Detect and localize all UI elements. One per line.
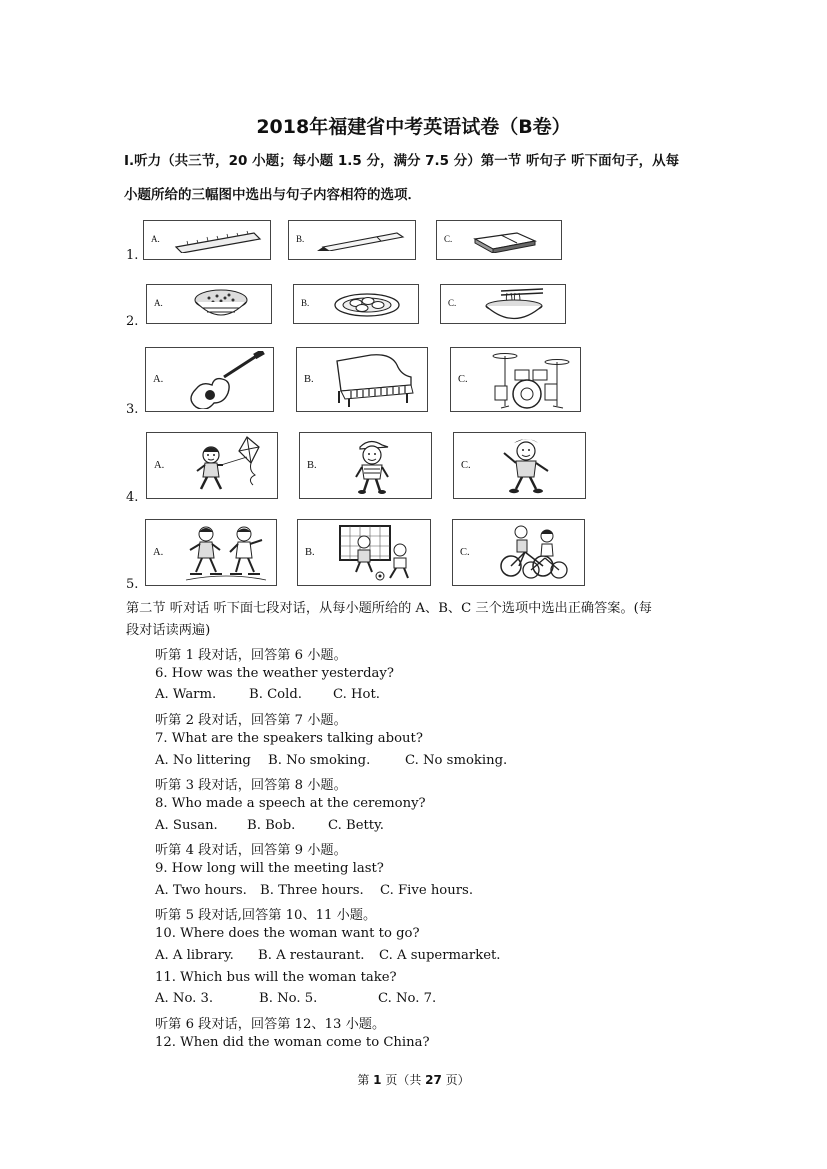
boy-waving-icon: [494, 435, 560, 495]
section1-intro-line2: 小题所给的三幅图中选出与句子内容相符的选项．: [124, 187, 421, 203]
skating-kids-icon: [182, 522, 270, 582]
page-number: 1: [373, 1073, 382, 1087]
section2-header-line2: 段对话读两遍): [126, 623, 211, 638]
question-text: 9. How long will the meeting last?: [155, 861, 384, 876]
listening-instruction: 听第 6 段对话，回答第 12、13 小题。: [155, 1016, 386, 1032]
drums-icon: [487, 350, 575, 410]
q4-option-c[interactable]: [453, 432, 586, 499]
option-letter: A.: [154, 460, 165, 471]
soccer-kids-icon: [334, 522, 424, 582]
page-title: 2018年福建省中考英语试卷（B卷）: [256, 116, 571, 138]
answer-option-c[interactable]: C. No. 7.: [378, 991, 437, 1007]
question-number: 5.: [126, 577, 139, 592]
answer-option-c[interactable]: C. A supermarket.: [379, 947, 501, 963]
answer-option-b[interactable]: B. No. 5.: [259, 991, 318, 1007]
question-number: 2.: [126, 314, 139, 329]
answer-option-c[interactable]: C. Hot.: [333, 687, 380, 703]
answer-option-a[interactable]: A. No littering: [155, 752, 251, 768]
option-letter: B.: [296, 234, 305, 244]
option-letter: C.: [444, 234, 453, 244]
q1-option-a[interactable]: [143, 220, 271, 260]
answer-option-c[interactable]: C. No smoking.: [405, 752, 508, 768]
listening-instruction: 听第 4 段对话，回答第 9 小题。: [155, 843, 347, 859]
question-text: 8. Who made a speech at the ceremony?: [155, 795, 426, 811]
q5-option-b[interactable]: [297, 519, 431, 586]
q5-option-a[interactable]: [145, 519, 277, 586]
option-letter: B.: [304, 374, 314, 385]
option-letter: C.: [461, 460, 471, 471]
section2-header-line1: 第二节 听对话 听下面七段对话，从每小题所给的 A、B、C 三个选项中选出正确答案。(每: [126, 601, 652, 616]
q1-option-c[interactable]: [436, 220, 562, 260]
listening-instruction: 听第 5 段对话,回答第 10、11 小题。: [155, 908, 377, 924]
q3-option-c[interactable]: [450, 347, 581, 412]
boy-cap-icon: [346, 435, 396, 495]
ruler-icon: [172, 227, 264, 253]
option-letter: C.: [458, 374, 468, 385]
answer-option-a[interactable]: A. A library.: [155, 947, 234, 963]
option-letter: A.: [153, 547, 164, 558]
answer-option-b[interactable]: B. No smoking.: [268, 752, 371, 768]
q3-option-b[interactable]: [296, 347, 428, 412]
q4-option-a[interactable]: [146, 432, 278, 499]
q2-option-b[interactable]: [293, 284, 419, 324]
pen-icon: [317, 229, 409, 251]
option-letter: B.: [307, 460, 317, 471]
option-letter: C.: [460, 547, 470, 558]
cycling-kids-icon: [497, 522, 573, 582]
question-text: 7. What are the speakers talking about?: [155, 730, 423, 746]
dumplings-plate-icon: [332, 290, 402, 318]
option-letter: A.: [151, 234, 160, 244]
answer-option-a[interactable]: A. Two hours.: [155, 882, 247, 898]
q3-option-a[interactable]: [145, 347, 274, 412]
option-letter: A.: [153, 374, 164, 385]
q2-option-c[interactable]: [440, 284, 566, 324]
listening-instruction: 听第 3 段对话，回答第 8 小题。: [155, 778, 347, 794]
question-text: 10. Where does the woman want to go?: [155, 926, 420, 942]
q4-option-b[interactable]: [299, 432, 432, 499]
option-letter: B.: [301, 298, 310, 308]
noodles-bowl-icon: [481, 287, 547, 321]
piano-icon: [331, 351, 417, 409]
answer-option-b[interactable]: B. Three hours.: [260, 882, 364, 898]
question-number: 4.: [126, 490, 139, 505]
option-letter: A.: [154, 298, 163, 308]
q5-option-c[interactable]: [452, 519, 585, 586]
answer-option-a[interactable]: A. No. 3.: [155, 991, 214, 1007]
answer-option-c[interactable]: C. Betty.: [328, 817, 384, 833]
question-number: 1.: [126, 248, 139, 263]
page-total: 27: [425, 1073, 442, 1087]
answer-option-b[interactable]: B. A restaurant.: [258, 947, 365, 963]
question-text: 11. Which bus will the woman take?: [155, 969, 397, 985]
guitar-icon: [184, 351, 268, 409]
q2-option-a[interactable]: [146, 284, 272, 324]
eraser-icon: [471, 227, 541, 253]
question-text: 12. When did the woman come to China?: [155, 1034, 430, 1050]
page-footer: 第 1 页（共 27 页）: [357, 1073, 470, 1087]
answer-option-a[interactable]: A. Susan.: [155, 817, 218, 833]
section1-intro-line1: I.听力（共三节，20 小题；每小题 1.5 分，满分 7.5 分）第一节 听句子 听下面句子，从每: [124, 153, 680, 169]
kite-boy-icon: [187, 435, 267, 495]
answer-option-c[interactable]: C. Five hours.: [380, 882, 474, 898]
q1-option-b[interactable]: [288, 220, 416, 260]
option-letter: B.: [305, 547, 315, 558]
rice-bowl-icon: [191, 288, 251, 320]
question-text: 6. How was the weather yesterday?: [155, 665, 394, 681]
listening-instruction: 听第 2 段对话，回答第 7 小题。: [155, 713, 347, 729]
option-letter: C.: [448, 298, 457, 308]
listening-instruction: 听第 1 段对话，回答第 6 小题。: [155, 648, 347, 663]
answer-option-b[interactable]: B. Cold.: [249, 687, 302, 703]
answer-option-b[interactable]: B. Bob.: [247, 817, 296, 833]
question-number: 3.: [126, 402, 139, 417]
answer-option-a[interactable]: A. Warm.: [155, 687, 217, 703]
